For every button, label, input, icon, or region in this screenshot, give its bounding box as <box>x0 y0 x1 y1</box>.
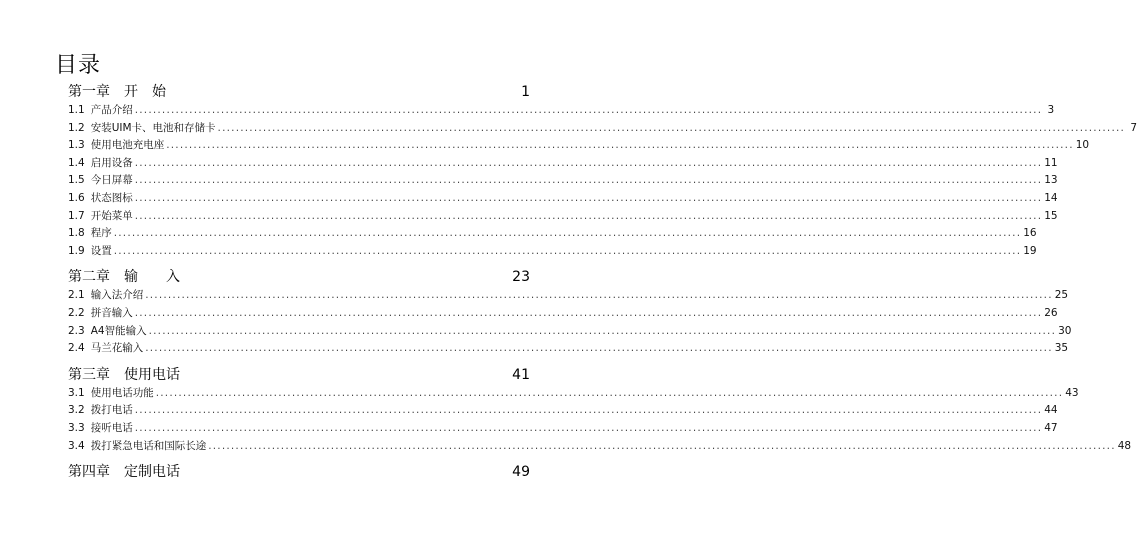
dot-leader: ........................................................................................................................................................................................................ <box>134 191 1043 204</box>
entry-number: 2.2 <box>68 306 85 319</box>
page-title: 目录 <box>55 53 102 78</box>
entry-title: 状态图标 <box>90 191 133 204</box>
chapter-page: 49 <box>512 464 530 481</box>
entry-page: 25 <box>1054 289 1069 302</box>
entry-number: 3.3 <box>68 421 85 434</box>
entry-number: 2.4 <box>68 342 85 355</box>
entry-title: 今日屏幕 <box>90 174 133 187</box>
entry-title: 拨打电话 <box>90 404 133 417</box>
dot-leader: ........................................................................................................................................................................................................ <box>113 244 1022 257</box>
dot-leader: ........................................................................................................................................................................................................ <box>134 104 1043 116</box>
entry-page: 15 <box>1044 209 1058 222</box>
dot-leader: ........................................................................................................................................................................................................ <box>134 209 1043 222</box>
entry-page: 48 <box>1117 439 1132 452</box>
entry-title: 启用设备 <box>90 156 133 169</box>
chapter-title: 第三章 使用电话 <box>68 366 180 383</box>
entry-page: 30 <box>1058 324 1072 337</box>
entry-page: 47 <box>1044 421 1058 434</box>
entry-number: 3.4 <box>68 439 85 452</box>
dot-leader: ........................................................................................................................................................................................................ <box>134 306 1043 319</box>
entry-number: 1.4 <box>68 156 85 169</box>
entry-number: 1.8 <box>68 227 85 240</box>
entry-number: 1.6 <box>68 191 85 204</box>
dot-leader: ........................................................................................................................................................................................................ <box>148 324 1057 337</box>
entry-page: 16 <box>1023 227 1037 240</box>
entry-title: 接听电话 <box>90 421 133 434</box>
dot-leader: ........................................................................................................................................................................................................ <box>208 439 1116 452</box>
entry-number: 2.1 <box>68 289 85 302</box>
entry-page: 13 <box>1044 174 1058 187</box>
entry-title: 使用电话功能 <box>90 386 154 399</box>
entry-page: 43 <box>1065 386 1079 399</box>
toc-entry[interactable] <box>68 155 1058 173</box>
table-of-contents <box>68 82 1137 482</box>
chapter-title: 第四章 定制电话 <box>68 464 180 481</box>
entry-title: 程序 <box>90 227 112 240</box>
dot-leader: ........................................................................................................................................................................................................ <box>134 404 1043 417</box>
dot-leader: ........................................................................................................................................................................................................ <box>217 121 1126 134</box>
entry-page: 7 <box>1130 121 1137 134</box>
toc-entry[interactable] <box>68 225 1037 243</box>
entry-number: 3.2 <box>68 404 85 417</box>
dot-leader: ........................................................................................................................................................................................................ <box>166 139 1074 152</box>
entry-number: 1.1 <box>68 104 85 116</box>
entry-title: 拼音输入 <box>90 306 133 319</box>
dot-leader: ........................................................................................................................................................................................................ <box>134 174 1043 187</box>
chapter-4-heading[interactable] <box>68 462 530 482</box>
dot-leader: ........................................................................................................................................................................................................ <box>134 421 1043 434</box>
dot-leader: ........................................................................................................................................................................................................ <box>155 386 1064 399</box>
chapter-3-heading[interactable] <box>68 365 530 385</box>
chapter-2-heading[interactable] <box>68 267 530 287</box>
entry-page: 11 <box>1044 156 1058 169</box>
entry-title: 马兰花输入 <box>90 342 144 355</box>
chapter-page: 1 <box>521 84 530 100</box>
chapter-page: 23 <box>512 269 530 286</box>
entry-page: 26 <box>1044 306 1058 319</box>
entry-number: 3.1 <box>68 386 85 399</box>
toc-entry[interactable] <box>68 172 1058 190</box>
toc-entry[interactable] <box>68 385 1079 403</box>
toc-entry[interactable] <box>68 323 1072 341</box>
entry-title: 拨打紧急电话和国际长途 <box>90 439 207 452</box>
dot-leader: ........................................................................................................................................................................................................ <box>145 289 1053 302</box>
dot-leader: ........................................................................................................................................................................................................ <box>113 227 1022 240</box>
entry-page: 44 <box>1044 404 1058 417</box>
toc-entry[interactable] <box>68 208 1058 226</box>
dot-leader: ........................................................................................................................................................................................................ <box>134 156 1043 169</box>
toc-entry[interactable] <box>68 102 1055 120</box>
entry-title: 开始菜单 <box>90 209 133 222</box>
entry-number: 1.2 <box>68 121 85 134</box>
toc-entry[interactable] <box>68 287 1069 305</box>
entry-title: 使用电池充电座 <box>90 139 165 152</box>
chapter-page: 41 <box>512 366 530 383</box>
toc-entry[interactable] <box>68 438 1132 456</box>
entry-number: 1.9 <box>68 244 85 257</box>
entry-page: 35 <box>1054 342 1069 355</box>
chapter-title: 第二章 输 入 <box>68 269 180 286</box>
entry-number: 2.3 <box>68 324 85 337</box>
entry-title: 安装UIM卡、电池和存储卡 <box>90 121 216 134</box>
toc-entry[interactable] <box>68 402 1058 420</box>
toc-entry[interactable] <box>68 340 1069 358</box>
entry-page: 3 <box>1047 104 1055 116</box>
entry-title: A4智能输入 <box>90 324 147 337</box>
entry-number: 1.7 <box>68 209 85 222</box>
toc-entry[interactable] <box>68 137 1090 155</box>
dot-leader: ........................................................................................................................................................................................................ <box>145 342 1053 355</box>
entry-title: 设置 <box>90 244 112 257</box>
toc-entry[interactable] <box>68 420 1058 438</box>
entry-number: 1.5 <box>68 174 85 187</box>
entry-number: 1.3 <box>68 139 85 152</box>
entry-page: 10 <box>1075 139 1090 152</box>
entry-page: 19 <box>1023 244 1037 257</box>
entry-title: 输入法介绍 <box>90 289 144 302</box>
toc-entry[interactable] <box>68 305 1058 323</box>
chapter-1-heading[interactable] <box>68 82 530 102</box>
toc-entry[interactable] <box>68 243 1037 261</box>
toc-entry[interactable] <box>68 120 1137 138</box>
entry-page: 14 <box>1044 191 1058 204</box>
chapter-title: 第一章 开 始 <box>68 84 166 100</box>
entry-title: 产品介绍 <box>90 104 133 116</box>
toc-entry[interactable] <box>68 190 1058 208</box>
